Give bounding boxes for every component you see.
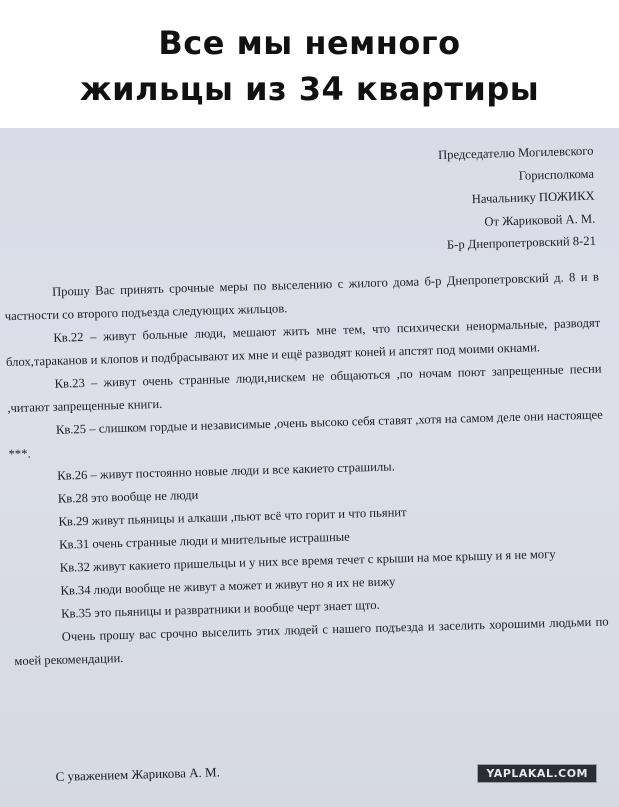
letter-photo bbox=[0, 128, 619, 807]
apartment-complaint: Кв.25 – слишком гордые и независимые ,очень высоко себя ставят ,хотя на самом деле они настоящее ***. bbox=[8, 407, 603, 462]
apartment-complaint: Кв.32 живут какието пришельцы и у них все время течет с крыши на мое крышу и я не могу bbox=[59, 546, 556, 575]
addressee-line: Горисполкома bbox=[518, 166, 595, 183]
caption-line-1: Все мы немного bbox=[158, 24, 461, 62]
apartment-complaint: Кв.22 – живут больные люди, мешают жить мне тем, что психически ненормальные, разводят блох,тараканов и клопов и подбрасывают их мне и ещё разводят коней и апстят под моими окнами. bbox=[5, 315, 601, 370]
apartment-complaint: Кв.31 очень странные люди и мнительные истрашные bbox=[58, 529, 350, 552]
meme-caption bbox=[0, 0, 619, 128]
signature-line: С уважением Жарикова А. М. bbox=[55, 764, 221, 784]
apartment-complaint: Кв.35 это пьяницы и развратники и вообще черт знает щто. bbox=[60, 597, 380, 621]
apartment-complaint: Кв.34 люди вообще не живут а может и живут но я их не вижу bbox=[60, 574, 396, 598]
intro-paragraph: Прошу Вас принять срочные меры по выселению с жилого дома б-р Днепропетровский д. 8 и в частности со второго подъезда следующих жильцов. bbox=[4, 269, 600, 324]
addressee-line: Председателю Могилевского bbox=[437, 143, 594, 163]
apartment-complaint: Кв.28 это вообще не люди bbox=[57, 487, 199, 506]
addressee-line: Начальнику ПОЖИКХ bbox=[471, 188, 595, 207]
caption-line-2: жильцы из 34 квартиры bbox=[79, 70, 540, 108]
watermark-logo: YAPLAKAL.COM bbox=[477, 764, 597, 783]
letter-sheet bbox=[0, 128, 619, 807]
letter-body bbox=[4, 266, 610, 673]
apartment-complaint: Кв.26 – живут постоянно новые люди и все какието страшилы. bbox=[57, 459, 395, 483]
sender-address-line: Б-р Днепропетровский 8-21 bbox=[446, 233, 597, 252]
apartment-complaint: Кв.23 – живут очень странные люди,нискем не общаються ,по ночам поют запрещенные песни ,читают запрещенные книги. bbox=[7, 361, 602, 416]
sender-line: От Жариковой А. М. bbox=[484, 211, 596, 229]
closing-request: Очень прошу вас срочно выселить этих людей с нашего подъезда и заселить хорошими людьми по моей рекомендации. bbox=[14, 614, 609, 669]
apartment-complaint: Кв.29 живут пьяницы и алкаши ,пьют всё что горит и что пьянит bbox=[58, 505, 407, 529]
addressee-block bbox=[438, 140, 596, 257]
